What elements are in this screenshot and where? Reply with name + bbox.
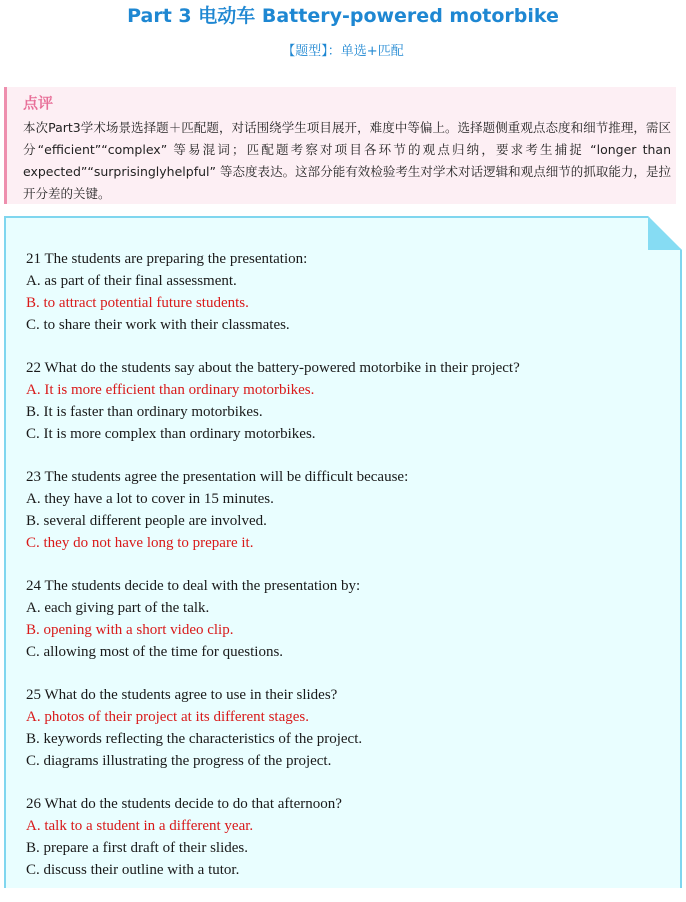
option-b: B. It is faster than ordinary motorbikes.: [26, 404, 263, 420]
question-21: [26, 248, 666, 336]
option-c: C. It is more complex than ordinary motorbikes.: [26, 426, 316, 442]
option-b: B. keywords reflecting the characteristics of the project.: [26, 731, 363, 747]
review-text: 本次Part3学术场景选择题＋匹配题，对话围绕学生项目展开，难度中等偏上。选择题侧重观点态度和细节推理，需区分“efficient”“complex” 等易混词；匹配题考察对项目各环节的观点归纳，要求考生捕捉 “longer than expected”“surprisinglyhelpful” 等态度表达。这部分能有效检验考生对学术对话逻辑和观点细节的抓取能力，是拉开分差的关键。: [23, 120, 671, 201]
folded-corner-icon: [648, 216, 682, 250]
option-b: B. several different people are involved.: [26, 513, 267, 529]
option-b-correct: B. opening with a short video clip.: [26, 622, 234, 638]
question-stem: 26 What do the students decide to do that afternoon?: [26, 796, 342, 812]
option-a-correct: A. talk to a student in a different year.: [26, 818, 254, 834]
option-c: C. to share their work with their classmates.: [26, 317, 290, 333]
question-22: [26, 357, 666, 445]
question-type-label: 【题型】：单选+匹配: [282, 44, 404, 59]
question-23: [26, 466, 666, 554]
review-heading: 点评: [23, 94, 54, 112]
option-a: A. they have a lot to cover in 15 minutes.: [26, 491, 274, 507]
option-a: A. each giving part of the talk.: [26, 600, 210, 616]
question-stem: 22 What do the students say about the battery-powered motorbike in their project?: [26, 360, 520, 376]
question-stem: 21 The students are preparing the presentation:: [26, 251, 308, 267]
questions-panel: [4, 216, 682, 888]
option-a-correct: A. It is more efficient than ordinary motorbikes.: [26, 382, 315, 398]
question-stem: 24 The students decide to deal with the presentation by:: [26, 578, 361, 594]
question-26: [26, 793, 666, 881]
question-25: [26, 684, 666, 772]
question-24: [26, 575, 666, 663]
option-c: C. allowing most of the time for questions.: [26, 644, 284, 660]
option-c-correct: C. they do not have long to prepare it.: [26, 535, 254, 551]
question-list: [26, 248, 666, 902]
option-a: A. as part of their final assessment.: [26, 273, 237, 289]
page-title: Part 3 电动车 Battery-powered motorbike: [127, 5, 559, 27]
question-stem: 23 The students agree the presentation will be difficult because:: [26, 469, 409, 485]
option-b-correct: B. to attract potential future students.: [26, 295, 249, 311]
option-a-correct: A. photos of their project at its different stages.: [26, 709, 309, 725]
review-box: [4, 87, 676, 204]
option-b: B. prepare a first draft of their slides.: [26, 840, 249, 856]
option-c: C. diagrams illustrating the progress of the project.: [26, 753, 332, 769]
option-c: C. discuss their outline with a tutor.: [26, 862, 240, 878]
question-stem: 25 What do the students agree to use in their slides?: [26, 687, 338, 703]
